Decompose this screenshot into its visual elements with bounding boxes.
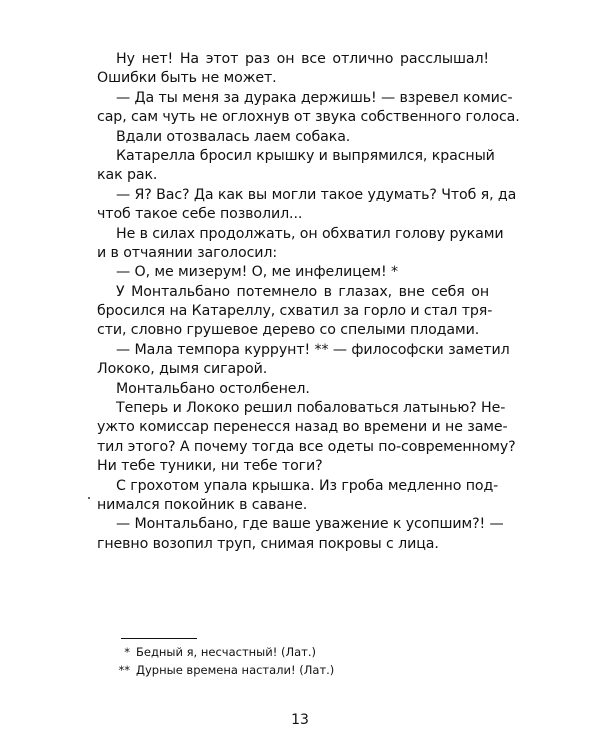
footnote-text: Бедный я, несчастный! (Лат.) [136,645,317,659]
footnote-mark: ** [118,663,130,677]
text-line: Лококо, дымя сигарой. [97,361,268,378]
text-line: С грохотом упала крышка. Из гроба медленно под- [116,477,499,494]
footnotes [110,643,490,679]
text-line: чтоб такое себе позволил... [97,206,303,223]
text-line: как рак. [97,167,158,184]
footnote [110,643,490,661]
text-line: Катарелла бросил крышку и выпрямился, красный [116,147,495,164]
footnote [110,661,490,679]
scan-speck [88,497,90,499]
text-line: — Мала темпора куррунт! ** — философски заметил [116,341,510,358]
text-line: Не в силах продолжать, он обхватил голову руками [116,225,504,242]
text-line: Теперь и Лококо решил побаловаться латынью? Не- [116,400,506,417]
text-line: гневно возопил труп, снимая покровы с лица. [97,535,439,552]
page-number: 13 [291,712,309,728]
text-line: Вдали отозвалась лаем собака. [116,128,351,145]
body-text [97,50,520,554]
text-line: Монтальбано остолбенел. [116,380,310,397]
footnote-mark: * [124,645,130,659]
text-line: У Монтальбано потемнело в глазах, вне себя он [116,283,489,300]
text-line: сар, сам чуть не оглохнув от звука собственного голоса. [97,109,520,126]
text-line: нимался покойник в саване. [97,496,308,513]
text-line: Ну нет! На этот раз он все отлично расслышал! [116,51,489,67]
text-line: бросился на Катареллу, схватил за горло и стал тря- [97,303,493,320]
text-line: Ни тебе туники, ни тебе тоги? [97,458,323,475]
footnote-text: Дурные времена настали! (Лат.) [136,663,335,677]
text-line: и в отчаянии заголосил: [97,244,278,261]
text-line: Ошибки быть не может. [97,70,277,87]
text-line: — О, ме мизерум! О, ме инфелицем! * [116,264,398,281]
text-line: ужто комиссар перенесся назад во времени и не заме- [97,419,508,436]
text-line: — Я? Вас? Да как вы могли такое удумать? Чтоб я, да [116,186,517,203]
text-line: сти, словно грушевое дерево со спелыми плодами. [97,322,480,339]
footnote-divider [121,638,197,639]
text-line: тил этого? А почему тогда все одеты по-современному? [97,438,516,455]
text-line: — Да ты меня за дурака держишь! — взревел комис- [116,89,513,106]
text-line: — Монтальбано, где ваше уважение к усопшим?! — [116,516,504,533]
